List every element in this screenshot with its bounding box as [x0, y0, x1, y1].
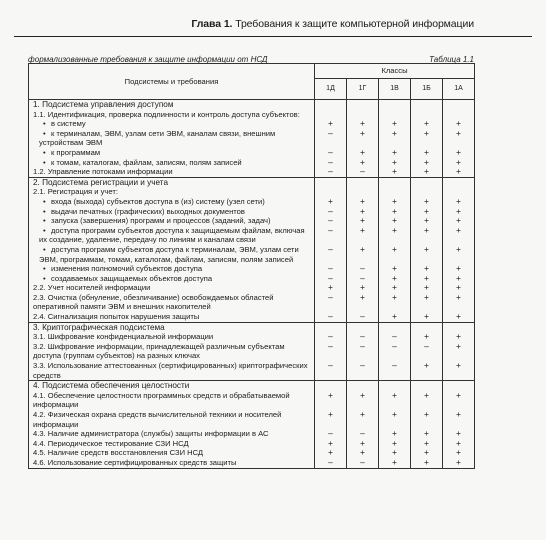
class-mark	[443, 129, 475, 148]
mark-value: +	[328, 389, 333, 400]
requirement-text: • в систему	[39, 119, 86, 128]
requirement-text: • входа (выхода) субъектов доступа в (из) систему (узел сети)	[39, 197, 265, 206]
mark-value: –	[392, 340, 397, 351]
class-mark	[315, 245, 347, 264]
mark-value: –	[328, 360, 333, 371]
class-mark	[347, 226, 379, 245]
table-body	[29, 100, 475, 469]
mark-value: –	[328, 127, 333, 138]
requirement-text: 2.2. Учет носителей информации	[33, 283, 151, 293]
requirement-text: • создаваемых защищаемых объектов доступа	[39, 274, 212, 283]
mark-value: –	[328, 166, 333, 177]
mark-value: –	[328, 205, 333, 216]
mark-value: +	[392, 389, 397, 400]
class-mark	[411, 100, 443, 110]
class-mark	[379, 226, 411, 245]
mark-value: +	[456, 409, 461, 419]
requirement-text: 4.6. Использование сертифицированных средств защиты	[33, 457, 237, 467]
requirement-cell	[29, 119, 315, 129]
mark-value: –	[328, 340, 333, 351]
table-row	[29, 216, 475, 226]
requirement-text: • доступа программ субъектов доступа к терминалам, ЭВМ, узлам сети ЭВМ, программам, томам, каталогам, файлам, записям, полям записей	[39, 245, 299, 264]
requirement-cell	[29, 342, 315, 361]
requirement-text: 4.4. Периодическое тестирование СЗИ НСД	[33, 438, 189, 448]
class-mark	[379, 167, 411, 177]
requirement-text: • к томам, каталогам, файлам, записям, полям записей	[39, 158, 242, 167]
requirement-cell	[29, 381, 315, 391]
requirement-cell	[29, 226, 315, 245]
requirement-text: 1.2. Управление потоками информации	[33, 167, 173, 177]
class-mark	[443, 226, 475, 245]
mark-value: +	[392, 224, 397, 235]
class-mark	[315, 410, 347, 429]
chapter-label: Глава 1.	[191, 18, 233, 30]
requirement-text: 3.2. Шифрование информации, принадлежащей различным субъектам доступа (группам субъектов) на разных ключах	[33, 341, 285, 361]
mark-value: +	[392, 282, 397, 293]
table-row	[29, 391, 475, 410]
class-mark	[347, 312, 379, 322]
table-row	[29, 119, 475, 129]
mark-value: +	[392, 272, 397, 283]
class-mark	[443, 245, 475, 264]
mark-value: +	[392, 263, 397, 274]
requirement-text: 1.1. Идентификация, проверка подлинности и контроль доступа субъектов:	[33, 109, 300, 119]
requirement-text: 2.4. Сигнализация попыток нарушения защиты	[33, 312, 200, 322]
requirement-text: 4.2. Физическая охрана средств вычислительной техники и носителей информации	[33, 410, 282, 429]
mark-value: +	[360, 146, 365, 157]
requirements-table	[28, 63, 475, 469]
section-title: 3. Криптографическая подсистема	[33, 322, 165, 332]
class-mark	[315, 226, 347, 245]
requirement-cell	[29, 187, 315, 197]
table-row	[29, 167, 475, 177]
class-mark	[315, 361, 347, 381]
requirement-text: • запуска (завершения) программ и процессов (заданий, задач)	[39, 216, 271, 225]
table-row	[29, 158, 475, 168]
class-header-4: 1А	[443, 79, 475, 100]
section-row	[29, 322, 475, 332]
mark-value: +	[424, 146, 429, 157]
mark-value: +	[456, 360, 461, 371]
class-mark	[347, 245, 379, 264]
requirement-cell	[29, 332, 315, 342]
mark-value: +	[424, 291, 429, 302]
mark-value: +	[392, 166, 397, 177]
class-header-2: 1В	[379, 79, 411, 100]
mark-value: –	[360, 263, 365, 274]
mark-value: +	[456, 456, 461, 467]
mark-value: +	[424, 311, 429, 322]
mark-value: –	[328, 331, 333, 342]
mark-value: +	[360, 156, 365, 167]
mark-value: –	[360, 331, 365, 342]
class-mark	[443, 410, 475, 429]
mark-value: +	[424, 118, 429, 129]
table-row	[29, 187, 475, 197]
mark-value: +	[360, 224, 365, 235]
class-mark	[347, 391, 379, 410]
mark-value: +	[360, 437, 365, 448]
mark-value: –	[360, 311, 365, 322]
mark-value: +	[456, 331, 461, 342]
mark-value: +	[456, 291, 461, 302]
class-mark	[379, 129, 411, 148]
classes-header: Классы	[315, 64, 475, 79]
class-mark	[315, 167, 347, 177]
mark-value: –	[360, 456, 365, 467]
mark-value: +	[424, 224, 429, 235]
mark-value: +	[392, 215, 397, 226]
requirement-cell	[29, 410, 315, 429]
mark-value: +	[456, 282, 461, 293]
table-row	[29, 458, 475, 468]
mark-value: –	[360, 166, 365, 177]
mark-value: +	[424, 263, 429, 274]
mark-value: +	[392, 195, 397, 206]
mark-value: –	[360, 360, 365, 371]
mark-value: –	[392, 360, 397, 371]
class-mark	[347, 410, 379, 429]
mark-value: +	[456, 166, 461, 177]
requirement-cell	[29, 458, 315, 468]
class-mark	[379, 312, 411, 322]
mark-value: +	[424, 205, 429, 216]
requirement-cell	[29, 207, 315, 217]
mark-value: +	[360, 409, 365, 419]
mark-value: +	[456, 389, 461, 400]
mark-value: –	[328, 456, 333, 467]
class-mark	[379, 177, 411, 187]
requirement-cell	[29, 361, 315, 381]
mark-value: +	[456, 224, 461, 235]
requirement-cell	[29, 448, 315, 458]
class-mark	[379, 410, 411, 429]
mark-value: +	[360, 389, 365, 400]
mark-value: +	[456, 272, 461, 283]
class-mark	[411, 177, 443, 187]
requirement-text: 2.3. Очистка (обнуление, обезличивание) освобождаемых областей оперативной памяти ЭВМ и внешних накопителей	[33, 292, 274, 312]
class-mark	[347, 342, 379, 361]
requirement-cell	[29, 167, 315, 177]
class-mark	[379, 342, 411, 361]
mark-value: –	[392, 331, 397, 342]
mark-value: +	[424, 127, 429, 138]
class-mark	[347, 458, 379, 468]
class-mark	[347, 177, 379, 187]
class-mark	[379, 391, 411, 410]
class-mark	[443, 391, 475, 410]
mark-value: +	[424, 428, 429, 439]
mark-value: +	[328, 437, 333, 448]
class-header-1: 1Г	[347, 79, 379, 100]
class-mark	[411, 391, 443, 410]
mark-value: +	[392, 118, 397, 129]
class-mark	[315, 177, 347, 187]
mark-value: +	[424, 447, 429, 458]
table-row	[29, 410, 475, 429]
mark-value: –	[328, 243, 333, 254]
class-mark	[379, 458, 411, 468]
mark-value: +	[392, 146, 397, 157]
class-mark	[379, 245, 411, 264]
mark-value: –	[328, 428, 333, 439]
mark-value: –	[328, 291, 333, 302]
class-mark	[411, 342, 443, 361]
class-mark	[315, 100, 347, 110]
requirement-text: • к программам	[39, 148, 100, 157]
chapter-title: Требования к защите компьютерной информации	[235, 18, 474, 30]
mark-value: +	[392, 437, 397, 448]
requirement-text: • выдачи печатных (графических) выходных документов	[39, 207, 245, 216]
table-row	[29, 283, 475, 293]
table-number: Таблица 1.1	[429, 55, 474, 64]
mark-value: +	[392, 291, 397, 302]
mark-value: +	[424, 282, 429, 293]
class-mark	[443, 458, 475, 468]
requirement-cell	[29, 439, 315, 449]
class-mark	[347, 100, 379, 110]
requirement-cell	[29, 391, 315, 410]
caption-text: формализованные требования к защите информации от НСД	[28, 55, 268, 64]
mark-value: +	[424, 456, 429, 467]
class-mark	[443, 100, 475, 110]
mark-value: +	[456, 127, 461, 138]
class-mark	[411, 226, 443, 245]
class-mark	[347, 129, 379, 148]
requirement-cell	[29, 177, 315, 187]
requirement-text: 4.3. Наличие администратора (службы) защиты информации в АС	[33, 429, 269, 439]
requirement-cell	[29, 158, 315, 168]
mark-value: +	[392, 447, 397, 458]
class-mark	[315, 391, 347, 410]
table-row	[29, 342, 475, 361]
class-header-0: 1Д	[315, 79, 347, 100]
mark-value: +	[456, 340, 461, 351]
mark-value: +	[424, 166, 429, 177]
class-mark	[315, 293, 347, 312]
mark-value: +	[328, 409, 333, 419]
table-row	[29, 226, 475, 245]
requirement-cell	[29, 100, 315, 110]
mark-value: –	[328, 215, 333, 226]
table-row	[29, 361, 475, 381]
requirement-cell	[29, 274, 315, 284]
mark-value: –	[360, 340, 365, 351]
mark-value: +	[392, 205, 397, 216]
requirement-text: • изменения полномочий субъектов доступа	[39, 264, 202, 273]
class-mark	[315, 129, 347, 148]
table-row	[29, 312, 475, 322]
mark-value: +	[328, 447, 333, 458]
mark-value: –	[328, 146, 333, 157]
table-row	[29, 148, 475, 158]
class-mark	[443, 342, 475, 361]
mark-value: +	[424, 389, 429, 400]
mark-value: +	[328, 195, 333, 206]
mark-value: +	[392, 428, 397, 439]
section-title: 1. Подсистема управления доступом	[33, 100, 174, 109]
mark-value: +	[424, 437, 429, 448]
mark-value: –	[424, 340, 429, 351]
mark-value: +	[456, 428, 461, 439]
requirement-cell	[29, 148, 315, 158]
class-mark	[443, 177, 475, 187]
requirement-text: • к терминалам, ЭВМ, узлам сети ЭВМ, каналам связи, внешним устройствам ЭВМ	[39, 129, 275, 148]
mark-value: –	[328, 263, 333, 274]
requirement-text: 4.5. Наличие средств восстановления СЗИ НСД	[33, 448, 204, 458]
class-mark	[315, 458, 347, 468]
mark-value: +	[360, 215, 365, 226]
mark-value: +	[360, 282, 365, 293]
requirement-cell	[29, 312, 315, 322]
mark-value: +	[392, 409, 397, 419]
mark-value: +	[392, 243, 397, 254]
table-row	[29, 129, 475, 148]
requirement-cell	[29, 322, 315, 332]
header-rule	[14, 36, 532, 37]
requirement-text: 4.1. Обеспечение целостности программных средств и обрабатываемой информации	[33, 390, 290, 410]
class-mark	[379, 361, 411, 381]
class-mark	[315, 342, 347, 361]
section-title: 4. Подсистема обеспечения целостности	[33, 381, 190, 391]
mark-value: +	[456, 311, 461, 322]
mark-value: –	[360, 272, 365, 283]
class-mark	[379, 100, 411, 110]
mark-value: +	[360, 243, 365, 254]
class-mark	[443, 361, 475, 381]
requirement-text: 3.1. Шифрование конфиденциальной информации	[33, 332, 214, 342]
requirement-cell	[29, 245, 315, 264]
class-mark	[443, 312, 475, 322]
mark-value: +	[424, 195, 429, 206]
mark-value: +	[424, 243, 429, 254]
requirement-cell	[29, 429, 315, 439]
class-mark	[411, 361, 443, 381]
mark-value: +	[392, 127, 397, 138]
requirements-header: Подсистемы и требования	[29, 64, 315, 100]
requirement-text: • доступа программ субъектов доступа к защищаемым файлам, включая их создание, удаление, передачу по линиям и каналам связи	[39, 226, 305, 245]
mark-value: +	[424, 215, 429, 226]
mark-value: +	[360, 205, 365, 216]
mark-value: +	[456, 263, 461, 274]
class-mark	[411, 245, 443, 264]
class-mark	[443, 167, 475, 177]
mark-value: +	[424, 156, 429, 167]
table-row	[29, 197, 475, 207]
mark-value: +	[392, 456, 397, 467]
mark-value: +	[360, 291, 365, 302]
page-header	[0, 18, 546, 30]
mark-value: +	[456, 146, 461, 157]
mark-value: +	[424, 272, 429, 283]
mark-value: +	[424, 360, 429, 371]
mark-value: +	[456, 447, 461, 458]
table-row	[29, 293, 475, 312]
mark-value: +	[360, 127, 365, 138]
mark-value: +	[456, 118, 461, 129]
class-mark	[411, 129, 443, 148]
class-mark	[411, 293, 443, 312]
mark-value: +	[456, 215, 461, 226]
class-mark	[315, 312, 347, 322]
section-row	[29, 177, 475, 187]
class-mark	[411, 312, 443, 322]
table-row	[29, 439, 475, 449]
mark-value: –	[328, 224, 333, 235]
mark-value: +	[360, 118, 365, 129]
section-row	[29, 100, 475, 110]
mark-value: +	[360, 195, 365, 206]
mark-value: +	[456, 195, 461, 206]
class-mark	[347, 293, 379, 312]
mark-value: +	[456, 243, 461, 254]
requirement-cell	[29, 264, 315, 274]
requirement-text: 2.1. Регистрация и учет:	[33, 187, 118, 197]
table-row	[29, 110, 475, 120]
table-row	[29, 429, 475, 439]
requirement-cell	[29, 283, 315, 293]
requirement-cell	[29, 129, 315, 148]
class-mark	[411, 167, 443, 177]
mark-value: +	[360, 447, 365, 458]
class-mark	[347, 361, 379, 381]
requirement-cell	[29, 216, 315, 226]
mark-value: +	[328, 118, 333, 129]
table-row	[29, 274, 475, 284]
mark-value: –	[360, 428, 365, 439]
requirement-cell	[29, 110, 315, 120]
class-mark	[443, 293, 475, 312]
class-header-3: 1Б	[411, 79, 443, 100]
section-title: 2. Подсистема регистрации и учета	[33, 177, 168, 187]
table-row	[29, 207, 475, 217]
mark-value: –	[328, 311, 333, 322]
requirement-cell	[29, 293, 315, 312]
requirement-cell	[29, 197, 315, 207]
table-row	[29, 332, 475, 342]
table-row	[29, 245, 475, 264]
mark-value: +	[424, 331, 429, 342]
mark-value: +	[456, 156, 461, 167]
section-row	[29, 381, 475, 391]
mark-value: +	[392, 156, 397, 167]
mark-value: –	[328, 156, 333, 167]
mark-value: +	[392, 311, 397, 322]
table-row	[29, 264, 475, 274]
class-mark	[347, 167, 379, 177]
mark-value: –	[328, 272, 333, 283]
mark-value: +	[328, 282, 333, 293]
mark-value: +	[424, 409, 429, 419]
class-mark	[379, 293, 411, 312]
requirement-text: 3.3. Использование аттестованных (сертифицированных) криптографических средств	[33, 361, 308, 380]
mark-value: +	[456, 437, 461, 448]
mark-value: +	[456, 205, 461, 216]
class-mark	[411, 410, 443, 429]
class-mark	[411, 458, 443, 468]
table-row	[29, 448, 475, 458]
